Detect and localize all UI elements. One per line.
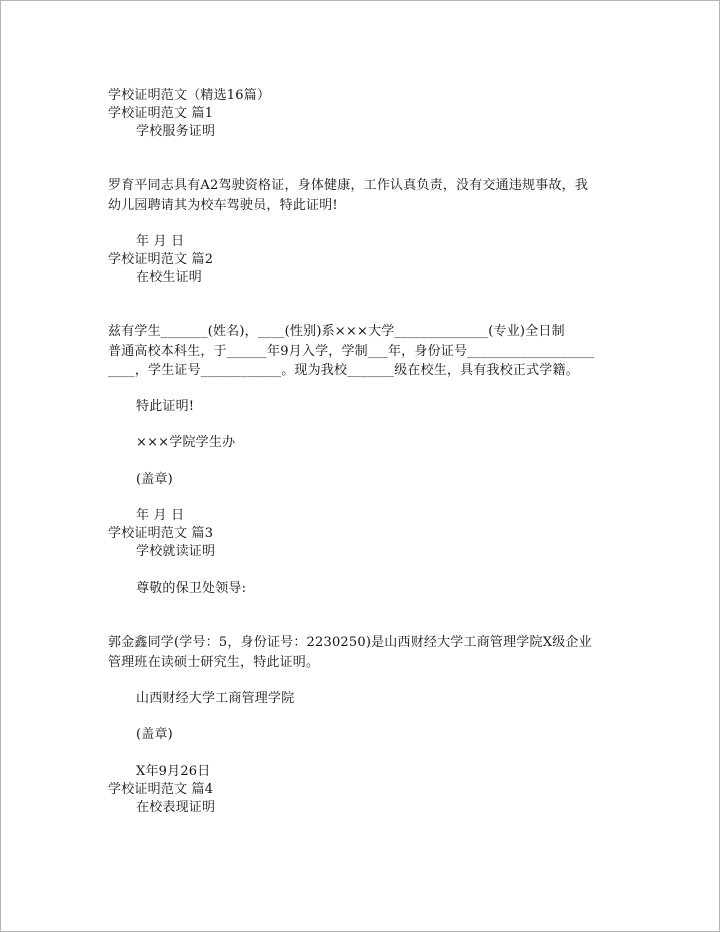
office-line: ×××学院学生办 [136, 435, 236, 450]
closing-line: 特此证明! [136, 399, 195, 414]
body-line: 郭金鑫同学(学号：5，身份证号：2230250)是山西财经大学工商管理学院X级企业 [108, 635, 592, 650]
section-heading: 学校证明范文 篇1 [108, 106, 214, 121]
body-line: ____，学生证号____________。现为我校_______级在校生，具有我校正式学籍。 [108, 363, 579, 378]
section-subtitle: 学校就读证明 [136, 544, 216, 559]
section-heading: 学校证明范文 篇2 [108, 252, 214, 267]
section-subtitle: 在校表现证明 [136, 800, 216, 815]
date-line: 年 月 日 [136, 234, 185, 249]
body-line: 兹有学生_______(姓名)，____(性别)系×××大学______________(专业)全日制 [108, 324, 565, 339]
section-heading: 学校证明范文 篇4 [108, 782, 214, 797]
document-title: 学校证明范文（精选16篇） [108, 88, 271, 103]
greeting-line: 尊敬的保卫处领导: [136, 581, 247, 596]
seal-line: (盖章) [136, 472, 173, 487]
date-line: X年9月26日 [136, 764, 211, 779]
body-line: 普通高校本科生，于______年9月入学，学制___年，身份证号___________________ [108, 344, 595, 359]
section-subtitle: 学校服务证明 [136, 124, 216, 139]
section-heading: 学校证明范文 篇3 [108, 526, 214, 541]
body-line: 管理班在读硕士研究生，特此证明。 [108, 655, 320, 670]
section-subtitle: 在校生证明 [136, 270, 203, 285]
body-line: 幼儿园聘请其为校车驾驶员，特此证明! [108, 198, 338, 213]
body-line: 罗育平同志具有A2驾驶资格证，身体健康，工作认真负责，没有交通违规事故，我 [108, 178, 589, 193]
seal-line: (盖章) [136, 727, 173, 742]
office-line: 山西财经大学工商管理学院 [136, 691, 295, 706]
date-line: 年 月 日 [136, 508, 185, 523]
